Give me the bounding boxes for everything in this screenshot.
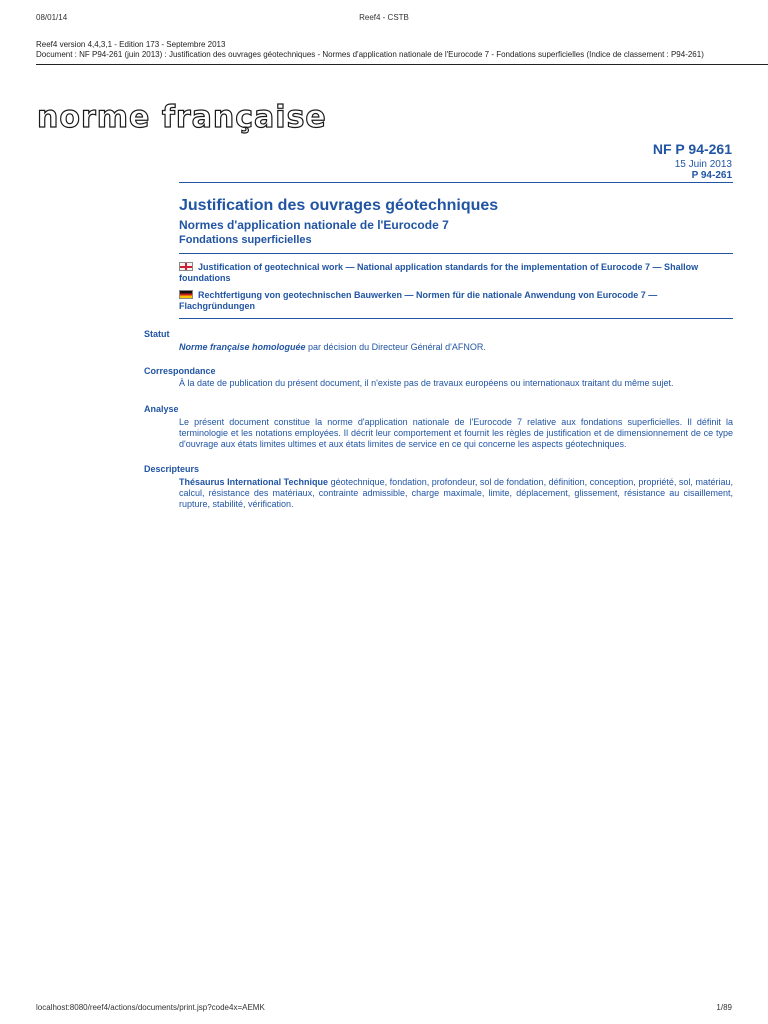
print-date: 08/01/14 <box>36 13 68 22</box>
main-title: Justification des ouvrages géotechniques <box>179 197 499 214</box>
descripteurs-text <box>179 477 733 510</box>
norme-francaise-logo: norme française <box>37 100 327 135</box>
german-title-text: Rechtfertigung von geotechnischen Bauwerken — Normen für die nationale Anwendung von Eurocode 7 — Flachgründungen <box>179 290 658 311</box>
analyse-label: Analyse <box>144 404 179 414</box>
print-title: Reef4 - CSTB <box>359 13 409 22</box>
english-title <box>179 262 735 284</box>
german-flag-icon <box>179 290 193 299</box>
descripteurs-keywords: géotechnique, fondation, profondeur, sol de fondation, définition, conception, propriété, sol, matériau, calcul, résistance des matériaux, contrainte admissible, charge maximale, limite, déplacement, glissement, résistance au cisaillement, rupture, stabilité, vérification. <box>179 477 734 509</box>
statut-label: Statut <box>144 329 170 339</box>
analyse-text: Le présent document constitue la norme d'application nationale de l'Eurocode 7 relative aux fondations superficielles. Il définit la terminologie et les notations employées. Il décrit leur comportement et fournit les règles de justification et de dimensionnement de ce type d'ouvrage aux états limites ultimes et aux états limites de service en ce qui concerne les aspects géotechniques. <box>179 417 733 449</box>
document-line: Document : NF P94-261 (juin 2013) : Justification des ouvrages géotechniques - Normes d'application nationale de l'Eurocode 7 - Fondations superficielles (Indice de classement : P94-261) <box>36 50 704 59</box>
footer-page-number: 1/89 <box>716 1003 732 1012</box>
standard-code: NF P 94-261 <box>652 141 732 157</box>
statut-rest: par décision du Directeur Général d'AFNOR. <box>305 342 486 352</box>
title-rule-top <box>179 182 733 183</box>
version-line: Reef4 version 4,4,3,1 - Edition 173 - Septembre 2013 <box>36 40 226 49</box>
correspondance-label: Correspondance <box>144 366 216 376</box>
uk-flag-icon <box>179 262 193 271</box>
standard-classification: P 94-261 <box>691 170 732 181</box>
english-title-text: Justification of geotechnical work — National application standards for the implementation of Eurocode 7 — Shallow foundations <box>179 262 699 283</box>
footer-url: localhost:8080/reef4/actions/documents/print.jsp?code4x=AEMK <box>36 1003 265 1012</box>
thesaurus-label: Thésaurus International Technique <box>179 477 328 487</box>
descripteurs-label: Descripteurs <box>144 464 200 474</box>
german-title <box>179 290 735 312</box>
statut-emphasis: Norme française homologuée <box>179 342 306 352</box>
subtitle-2: Fondations superficielles <box>179 234 312 246</box>
statut-text <box>179 342 733 353</box>
title-rule-bottom <box>179 318 733 319</box>
subtitle: Normes d'application nationale de l'Eurocode 7 <box>179 218 449 232</box>
standard-date: 15 Juin 2013 <box>674 159 732 170</box>
correspondance-text: À la date de publication du présent document, il n'existe pas de travaux européens ou internationaux traitant du même sujet. <box>179 378 674 388</box>
header-divider <box>36 64 768 65</box>
title-divider <box>179 253 733 254</box>
